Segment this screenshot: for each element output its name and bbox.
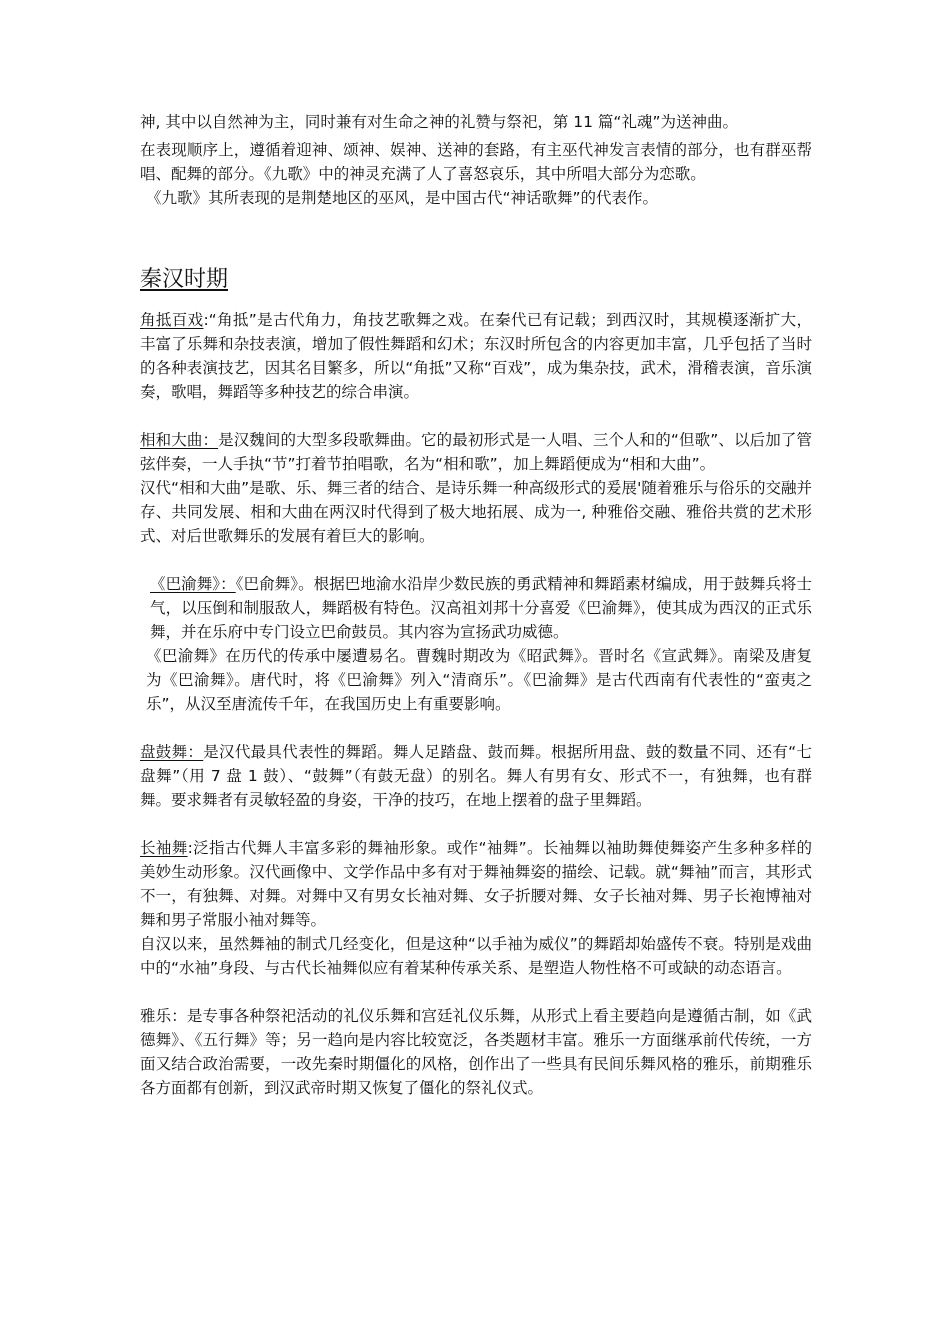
pangu-text: 是汉代最具代表性的舞蹈。舞人足踏盘、鼓而舞。根据所用盘、鼓的数量不同、还有“七盘舞”（用 7 盘 1 鼓）、“鼓舞”（有鼓无盘）的别名。舞人有男有女、形式不一，有独舞，也有群舞。要求舞者有灵敏轻盈的身姿，干净的技巧，在地上摆着的盘子里舞蹈。 — [140, 743, 812, 809]
changxiu-term: 长袖舞 — [140, 839, 188, 857]
spacer — [140, 210, 812, 264]
spacer — [140, 812, 812, 836]
spacer — [140, 404, 812, 428]
intro-paragraph-2: 在表现顺序上，遵循着迎神、颂神、娱神、送神的套路，有主巫代神发言表情的部分，也有群巫帮唱、配舞的部分。《九歌》中的神灵充满了人了喜怒哀乐，其中所唱大部分为恋歌。 — [140, 141, 812, 183]
xianghe-paragraph-2: 汉代“相和大曲”是歌、乐、舞三者的结合、是诗乐舞一种高级形式的爰展'随着雅乐与俗乐的交融并存、共同发展、相和大曲在两汉时代得到了极大地拓展、成为一, 种雅俗交融、雅俗共赏的艺术形式、对后世歌舞乐的发展有着巨大的影响。 — [140, 479, 812, 545]
spacer — [140, 980, 812, 1004]
spacer — [140, 296, 812, 308]
bayu-paragraph-2: 《巴渝舞》在历代的传承中屡遭易名。曹魏时期改为《昭武舞》。晋时名《宣武舞》。南梁及唐复为《巴渝舞》。唐代时，将《巴渝舞》列入“清商乐”。《巴渝舞》是古代西南有代表性的“蛮夷之乐”，从汉至唐流传千年，在我国历史上有重要影响。 — [146, 647, 812, 713]
changxiu-paragraph — [140, 836, 812, 932]
section-title: 秦汉时期 — [140, 267, 229, 292]
xianghe-paragraph — [140, 428, 812, 476]
pangu-term: 盘鼓舞： — [140, 743, 204, 761]
intro-paragraph-3: 《九歌》其所表现的是荆楚地区的巫风，是中国古代“神话歌舞”的代表作。 — [146, 189, 659, 207]
bayu-paragraph — [140, 572, 812, 644]
yayue-paragraph: 雅乐：是专事各种祭祀活动的礼仪乐舞和宫廷礼仪乐舞，从形式上看主要趋向是遵循古制，如《武德舞》、《五行舞》等；另一趋向是内容比较宽泛，各类题材丰富。雅乐一方面继承前代传统，一方面又结合政治需要，一改先秦时期僵化的风格，创作出了一些具有民间乐舞风格的雅乐，前期雅乐各方面都有创新，到汉武帝时期又恢复了僵化的祭礼仪式。 — [140, 1007, 812, 1097]
changxiu-text: :泛指古代舞人丰富多彩的舞袖形象。或作“袖舞”。长袖舞以袖助舞使舞姿产生多种多样的美妙生动形象。汉代画像中、文学作品中多有对于舞袖舞姿的描绘、记载。就“舞袖”而言，其形式不一，有独舞、对舞。对舞中又有男女长袖对舞、女子折腰对舞、女子长袖对舞、男子长袍博袖对舞和男子常服小袖对舞等。 — [140, 839, 812, 929]
bayu-text: 《巴俞舞》。根据巴地渝水沿岸少数民族的勇武精神和舞蹈素材编成，用于鼓舞兵将士气，以压倒和制服敌人，舞蹈极有特色。汉高祖刘邦十分喜爱《巴渝舞》，使其成为西汉的正式乐舞，并在乐府中专门设立巴俞鼓员。其内容为宣扬武功威德。 — [150, 575, 812, 641]
document-page — [140, 110, 812, 1100]
xianghe-term: 相和大曲： — [140, 431, 219, 449]
spacer — [140, 548, 812, 572]
jiaodi-paragraph — [140, 308, 812, 404]
bayu-term: 《巴渝舞》： — [150, 575, 236, 593]
pangu-paragraph — [140, 740, 812, 812]
changxiu-paragraph-2: 自汉以来，虽然舞袖的制式几经变化，但是这种“以手袖为威仪”的舞蹈却始盛传不衰。特别是戏曲中的“水袖”身段、与古代长袖舞似应有着某种传承关系、是塑造人物性格不可或缺的动态语言。 — [140, 935, 812, 977]
jiaodi-term: 角抵百戏 — [140, 311, 204, 329]
intro-paragraph-1: 神, 其中以自然神为主，同时兼有对生命之神的礼赞与祭祀，第 11 篇“礼魂”为送神曲。 — [140, 113, 738, 131]
xianghe-text: 是汉魏间的大型多段歌舞曲。它的最初形式是一人唱、三个人和的“但歌”、以后加了管弦伴奏，一人手执“节”打着节拍唱歌，名为“相和歌”，加上舞蹈便成为“相和大曲”。 — [140, 431, 812, 473]
spacer — [140, 716, 812, 740]
jiaodi-text: :“角抵”是古代角力，角技艺歌舞之戏。在秦代已有记载；到西汉时，其规模逐渐扩大，丰富了乐舞和杂技表演，增加了假性舞蹈和幻术；东汉时所包含的内容更加丰富，几乎包括了当时的各种表演技艺，因其名目繁多，所以“角抵”又称“百戏”，成为集杂技，武术，滑稽表演，音乐演奏，歌唱，舞蹈等多种技艺的综合串演。 — [140, 311, 812, 401]
